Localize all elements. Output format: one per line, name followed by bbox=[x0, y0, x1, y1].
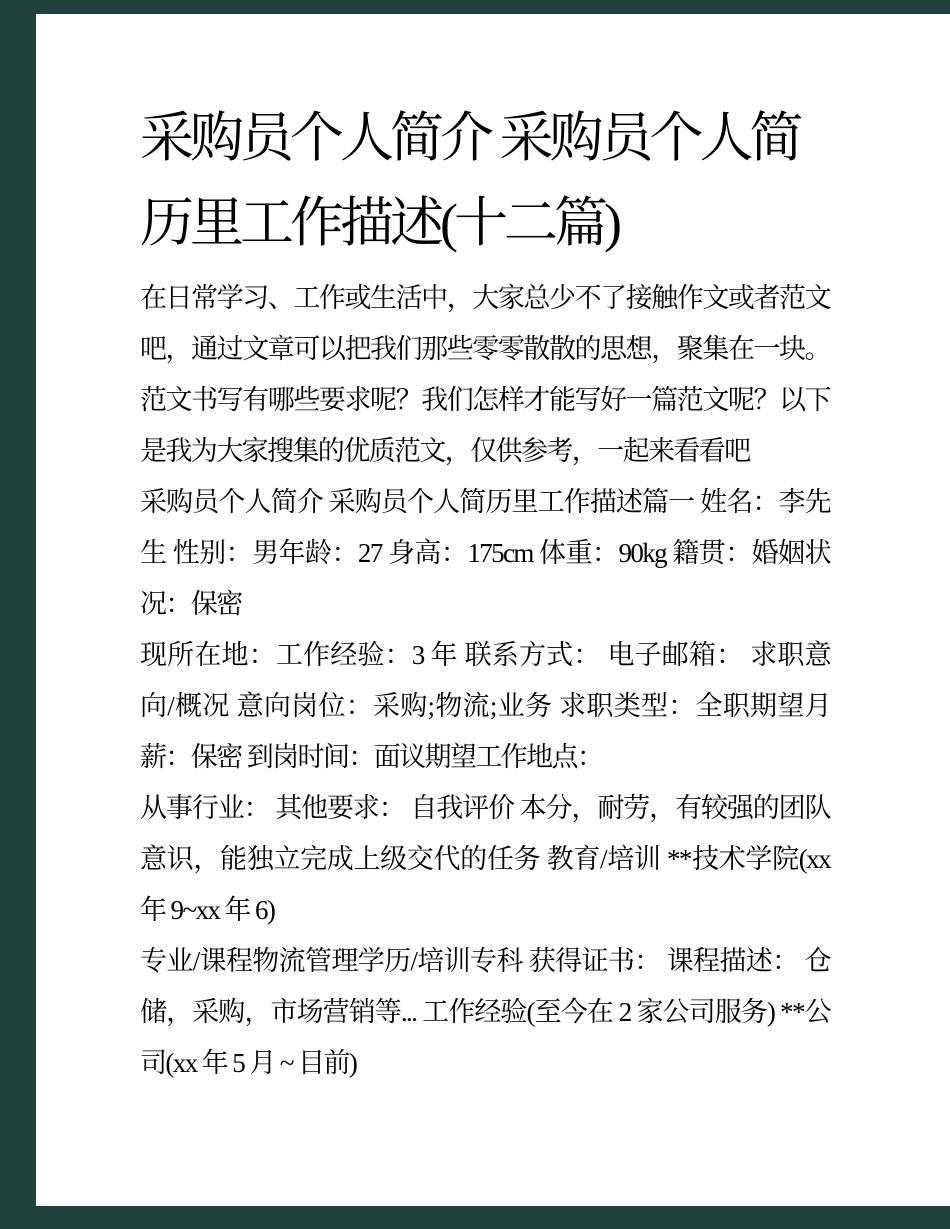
text-line: 范文书写有哪些要求呢？我们怎样才能写好一篇范文呢？以下 bbox=[140, 385, 830, 415]
document-page bbox=[140, 0, 830, 1089]
text-line: 生 性别：男年龄：27 身高：175cm 体重：90kg 籍贯：婚姻状 bbox=[140, 538, 830, 568]
paragraph bbox=[140, 936, 830, 1089]
viewer-edge-top bbox=[0, 0, 950, 14]
text-line: 况：保密 bbox=[140, 589, 242, 619]
text-line: 司(xx 年 5 月 ~ 目前) bbox=[140, 1048, 357, 1078]
text-line: 采购员个人简介 采购员个人简历里工作描述篇一 姓名：李先 bbox=[140, 487, 830, 517]
title-line: 采购员个人简介 采购员个人简 bbox=[140, 108, 800, 168]
paragraph bbox=[140, 630, 830, 783]
text-line: 意识，能独立完成上级交代的任务 教育/培训 **技术学院(xx bbox=[140, 844, 830, 874]
document-title bbox=[140, 96, 830, 266]
text-line: 现所在地：工作经验：3 年 联系方式： 电子邮箱： 求职意 bbox=[140, 640, 830, 670]
text-line: 薪：保密 到岗时间：面议期望工作地点： bbox=[140, 742, 603, 772]
text-line: 从事行业： 其他要求： 自我评价 本分，耐劳，有较强的团队 bbox=[140, 793, 830, 823]
paragraph bbox=[140, 783, 830, 936]
title-line: 历里工作描述(十二篇) bbox=[140, 193, 618, 253]
text-line: 年 9~xx 年 6) bbox=[140, 895, 275, 925]
text-line: 专业/课程物流管理学历/培训专科 获得证书： 课程描述： 仓 bbox=[140, 946, 830, 976]
document-body bbox=[140, 266, 830, 1089]
text-line: 储，采购，市场营销等... 工作经验(至今在 2 家公司服务) **公 bbox=[140, 997, 830, 1027]
text-line: 吧，通过文章可以把我们那些零零散散的思想，聚集在一块。 bbox=[140, 334, 830, 364]
viewer-edge-bottom bbox=[0, 1206, 950, 1229]
paragraph bbox=[140, 477, 830, 630]
viewer-edge-left bbox=[0, 0, 36, 1229]
text-line: 在日常学习、工作或生活中，大家总少不了接触作文或者范文 bbox=[140, 283, 830, 313]
text-line: 是我为大家搜集的优质范文，仅供参考，一起来看看吧 bbox=[140, 436, 750, 466]
paragraph bbox=[140, 273, 830, 477]
text-line: 向/概况 意向岗位：采购;物流;业务 求职类型：全职期望月 bbox=[140, 691, 830, 721]
